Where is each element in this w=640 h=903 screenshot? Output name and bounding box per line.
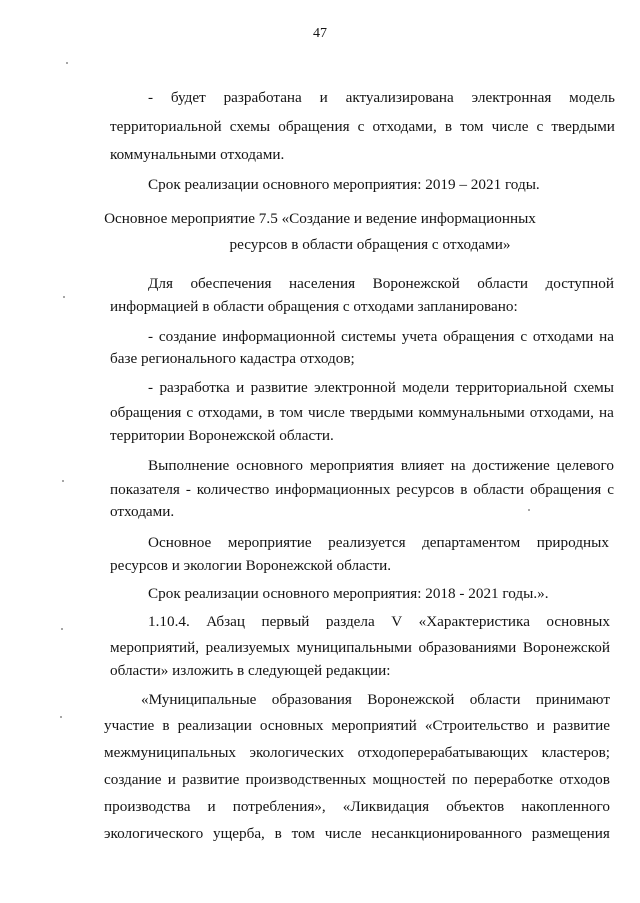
word: том: [460, 118, 484, 135]
word: экологического: [104, 825, 204, 842]
word: «Строительство: [424, 717, 529, 734]
word: актуализирована: [345, 89, 454, 106]
word: территориальной: [455, 379, 568, 396]
word: с: [186, 404, 194, 421]
word: показателя: [110, 481, 180, 498]
word: по: [451, 771, 468, 788]
word: Воронежской: [372, 275, 460, 292]
word: отходами,: [529, 404, 594, 421]
word: основных: [259, 717, 324, 734]
word: электронной: [314, 379, 396, 396]
word: обращения: [443, 328, 515, 345]
word: природных: [536, 534, 609, 551]
word: обращения: [110, 404, 182, 421]
word: на: [599, 328, 614, 345]
word: в: [267, 404, 275, 421]
word: участие: [104, 717, 155, 734]
word: несанкционированного: [371, 825, 522, 842]
word: с: [357, 118, 365, 135]
word: принимают: [535, 691, 610, 708]
word: на: [599, 404, 614, 421]
word: отходами,: [372, 118, 437, 135]
word: мероприятие: [227, 534, 312, 551]
word: достижение: [472, 457, 550, 474]
word: числе: [308, 404, 345, 421]
word: в: [444, 118, 453, 135]
word: влияет: [400, 457, 444, 474]
word: -: [148, 328, 154, 345]
word: «Ликвидация: [342, 798, 430, 815]
word: информационных: [275, 481, 391, 498]
word: и: [167, 771, 176, 788]
word: обращения: [278, 118, 350, 135]
word: «Муниципальные: [141, 691, 257, 708]
word: доступной: [545, 275, 614, 292]
word: том: [279, 404, 303, 421]
word: ущерба,: [212, 825, 265, 842]
scan-speck: [60, 716, 62, 718]
word: экологических: [249, 744, 345, 761]
word: том: [291, 825, 315, 842]
scan-speck: [528, 509, 530, 511]
word: модель: [569, 89, 615, 106]
scan-speck: [62, 480, 64, 482]
word: населения: [289, 275, 356, 292]
word: разработана: [223, 89, 302, 106]
word: отходами: [532, 328, 594, 345]
word: Воронежской: [367, 691, 455, 708]
word: отходами,: [198, 404, 263, 421]
word: образованиями: [418, 639, 517, 656]
word: создание: [158, 328, 217, 345]
word: мероприятий: [331, 717, 417, 734]
word: в: [460, 481, 468, 498]
word: реализуется: [328, 534, 406, 551]
word: в: [274, 825, 282, 842]
word: схемы: [229, 118, 271, 135]
word: объектов: [446, 798, 505, 815]
word: и: [236, 379, 245, 396]
word: электронная: [471, 89, 552, 106]
word: информационной: [222, 328, 336, 345]
word: и: [319, 89, 328, 106]
word: межмуниципальных: [104, 744, 236, 761]
word: основного: [236, 457, 303, 474]
page-number: 47: [313, 26, 327, 41]
word: Воронежской: [522, 639, 610, 656]
word: накопленного: [521, 798, 610, 815]
word: системы: [341, 328, 396, 345]
word: -: [148, 89, 154, 106]
word: твердыми: [349, 404, 414, 421]
word: «Характеристика: [418, 613, 530, 630]
word: области: [473, 481, 525, 498]
word: отходов: [559, 771, 610, 788]
word: раздела: [325, 613, 375, 630]
word: кластеров;: [541, 744, 610, 761]
word: первый: [261, 613, 310, 630]
word: Для: [148, 275, 173, 292]
word: учета: [401, 328, 438, 345]
word: и: [207, 798, 216, 815]
word: -: [185, 481, 191, 498]
word: Абзац: [206, 613, 246, 630]
word: Основное: [148, 534, 212, 551]
word: мощностей: [372, 771, 446, 788]
word: департаментом: [422, 534, 521, 551]
word: территориальной: [110, 118, 222, 135]
word: образования: [271, 691, 352, 708]
word: области: [469, 691, 521, 708]
scan-speck: [63, 296, 65, 298]
word: и: [536, 717, 545, 734]
word: реализуемых: [205, 639, 290, 656]
word: модели: [402, 379, 450, 396]
word: производственных: [245, 771, 367, 788]
word: муниципальными: [296, 639, 412, 656]
word: с: [536, 118, 544, 135]
word: развитие: [250, 379, 308, 396]
word: коммунальными: [418, 404, 525, 421]
word: области: [477, 275, 528, 292]
word: производства: [104, 798, 191, 815]
word: схемы: [573, 379, 614, 396]
word: на: [450, 457, 466, 474]
word: развитие: [552, 717, 610, 734]
word: мероприятия: [309, 457, 394, 474]
scan-speck: [66, 62, 68, 64]
word: с: [607, 481, 614, 498]
word: реализации: [177, 717, 252, 734]
word: твердыми: [551, 118, 615, 135]
word: числе: [324, 825, 362, 842]
word: отходоперерабатывающих: [357, 744, 529, 761]
word: V: [391, 613, 403, 630]
word: основных: [546, 613, 610, 630]
word: размещения: [531, 825, 610, 842]
word: разработка: [159, 379, 230, 396]
word: количество: [196, 481, 270, 498]
word: ресурсов: [396, 481, 455, 498]
word: развитие: [182, 771, 240, 788]
word: с: [520, 328, 528, 345]
word: числе: [491, 118, 529, 135]
word: в: [162, 717, 170, 734]
scan-speck: [61, 628, 63, 630]
word: мероприятий,: [110, 639, 200, 656]
word: целевого: [556, 457, 614, 474]
word: создание: [104, 771, 162, 788]
word: обращения: [529, 481, 602, 498]
word: -: [148, 379, 154, 396]
word: обеспечения: [190, 275, 272, 292]
word: 1.10.4.: [148, 613, 190, 630]
word: Выполнение: [148, 457, 230, 474]
word: переработке: [473, 771, 553, 788]
word: будет: [170, 89, 206, 106]
word: потребления»,: [232, 798, 326, 815]
